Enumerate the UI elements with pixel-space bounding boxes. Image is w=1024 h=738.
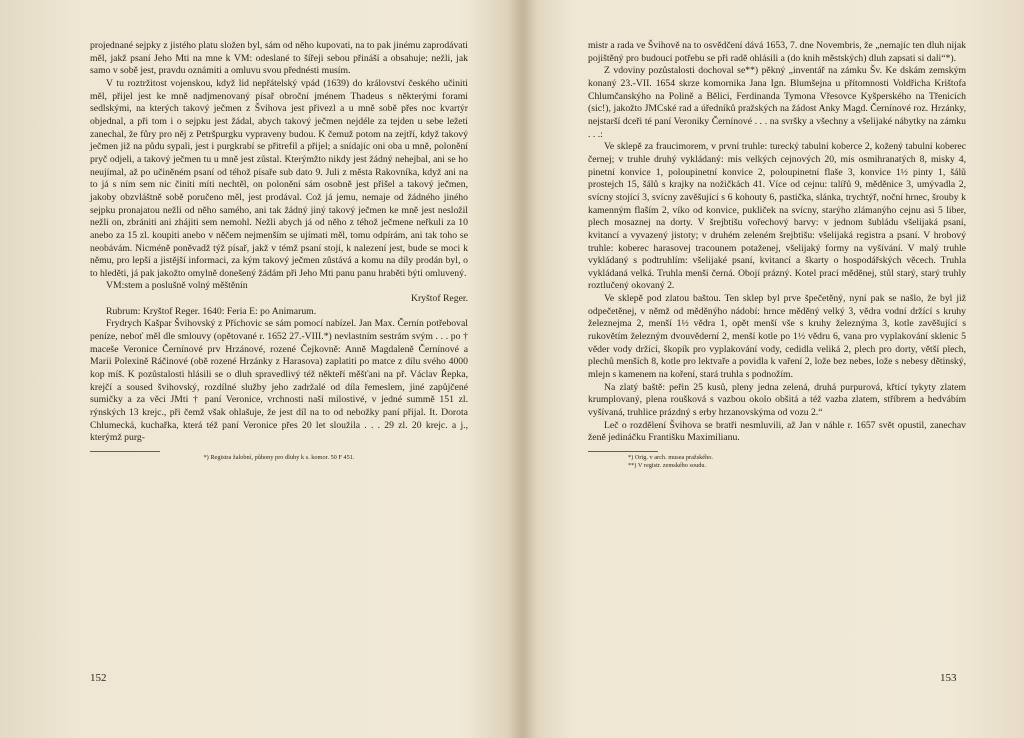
paragraph: Ve sklepě za fraucimorem, v první truhle: turecký tabulní koberce 2, kožený tabulní koberec černej; v truhle druhý vykládaný: mis velkých cejnových 20, mis osmihranatých 8, misky 4, pinetní konvice 1, poloupinetní konvice 2, poloupinetní flaše 3, konvice 1½ pinty 1, šálů prostejch 15, šálů s krajky na nožičkách 41. Více od cejnu: talířů 9, měděnice 3, umývadla 2, svícny stojící 3, svícny zavěšující s 6 kohouty 6, pastička, slánka, trychtýř, noční hrnec, šrouby k kamenným flaším 2, víko od konvice, pukliček na svícny, starýho zlámanýho cejnu asi 5 liber, plech mosaznej na dorty. V šrejbtišu vořechový barvy: v jednom šubládu všelijaká psaní, kvitancí a vyvazený jistoty; v druhém zeleném šrejbtišu: všelijaká registra a psaní. V hrobový truhle: koberec harasovej tracounem potaženej, všelijaký formy na vyšívání. V malý truhle vykládaný s podtruhlím: všelijaké psaní, kvitancí a škarty o hospodářských věcech. Truhla vykládaná velká. Truhla menší černá. Obojí prázný. Kotel prací měděnej, stůl starý, starý truhly roztlučený okovaný 2. bbox=[588, 141, 966, 292]
right-page-text bbox=[588, 40, 966, 445]
footnote-rule bbox=[588, 451, 658, 452]
footnote: **) V registr. zemského soudu. bbox=[628, 461, 707, 469]
paragraph: Z vdoviny pozůstalosti dochoval se**) pěkný „inventář na zámku Šv. Ke dskám zemským konaný 23.-VII. 1654 skrze komornika Jana Ign. Blumšejna u přítomnosti Voldřicha Krištofa Chlumčanskýho na Polině a Bělici, Ferdinanda Tymona Vřesovce Kyšperského na Třenicích (sic!), jakožto JMCské rad a úředníků pražských na žádost Anky Magd. Černínové roz. Hrzánky, nejstarší dceři té paní Veroniky Černínové . . . na svršky a všechny a všelijaké nábytky na zámku . . .: bbox=[588, 65, 966, 140]
footnote-rule bbox=[90, 451, 160, 452]
paragraph: Rubrum: Kryštof Reger. 1640: Feria E: po Animarum. bbox=[106, 305, 317, 317]
paragraph: Na zlatý baště: peřin 25 kusů, pleny jedna zelená, druhá purpurová, křtící tykyty zlatem krumplovaný, plena roušková s vazbou okolo obšitá a též vazba zlatem, stříbrem a hedvábím vyšívaná, truhlice prázdný s erby hrzanovskýma od vozu 2.“ bbox=[588, 381, 966, 419]
page-number-right: 153 bbox=[940, 672, 957, 684]
paragraph: V tu roztržitost vojenskou, když lid nepřátelský vpád (1639) do království českého učiniti měl, přijel jest ke mně nadjmenovaný písař obroční jménem Thadeus s některými forami sedlskými, na kterých takový ječmen z Švihova jest přivezl a u mně sobě přes noc kvartýr objednal, a při tom i o sejpku jest žádal, abych takový ječmen nejdéle za tejden u sebe ležeti zanechal, že fůry pro něj z Petršpurgku vypraveny budou. K čemuž potom na zejtří, když takový ječmen již na půdu sypali, jest i purgkrabí se přitrefil a přijel; a snídajíc oni oba u mně, polonění pryč odjeli, a takový ječmen tu u mně jest zůstal. Kterýmžto nikdy jest žádný nehejbal, ani se ho neujímal, až po učiněném psaní od téhož písaře sub dato 9. Juli z města Rakovníka, když ani na to já s ním sem nic činiti míti nechtěl, on polonění sám osobně jest přišel a takový ječmen, jakoby obzvláštně sobě poručeno měl, jest prodával. Což já jemu, nemaje od žádného jiného sejpku pronajatou nežli od něho samého, ani tak žádný jiný takový ječmen ke mně jest nesložil nežli on, zbrániti ani zhájiti sem nemohl. Nežli abych já od něho z téhož ječmene neřkuli za 10 anebo za 15 zl. koupiti anebo v něčem nejmenším se ujímati měl, tomu odpírám, ani tak toho se neobávám. Nicméně poněvadž týž písař, jakž v témž psaní stojí, k nalezení jest, bude se moci k němu, pro lepší a jistější informaci, za kým takový ječmen zůstává a komu na díly prodán byl, o to hleděti, já pak jakožto omylně donešený žádám při Jeho Mti panu panu hraběti býti omluvený. bbox=[90, 77, 468, 279]
paragraph: projednané sejpky z jistého platu složen byl, sám od něho kupovati, na to pak jinému zaprodávati měl, jakž psaní Jeho Mti na mne k VM: odeslané to šířeji sebou přináší a obsahuje; nežli, jak samo v sobě jest, pravdu oznámiti a omluvu svou přednésti musím. bbox=[90, 40, 468, 77]
footnote: *) Registra žalobní, půhony pro dluhy k s. komor. 50 F 451. bbox=[203, 454, 355, 461]
paragraph: mistr a rada ve Švihově na to osvědčení dává 1653, 7. dne Novembris, že „nemajíc ten dluh nijak pojištěný pro budoucí potřebu se při radě ohlásili a (do knih městských) dluh zapsati si dali“*). bbox=[588, 40, 966, 64]
footnote: *) Orig. v arch. musea pražského. bbox=[628, 454, 713, 461]
paragraph: Ve sklepě pod zlatou baštou. Ten sklep byl prve špečetěný, nyní pak se našlo, že byl již odpečetěnej, v němž od měděnýho nádobí: hrnce měděný velký 3, vědra vodní držící s kruhy železnejma 2, menší 1½ vědra 1, opět menší vše s kruhy železnýma 3, kotle zavěšující s rukovětím železným dvouvěderní 2, menší kotle po 1½ vědru 6, vana pro vyplakování sklenic 5 věder vody držící, škopík pro vyplakování vody, cedidla veliká 2, plech pro dorty, větší plech, plechů menších 8, kotle pro lektvaře a povidla k vaření 2, lože bez nebes, lože s nebesy dětinský, mlejn s kamenem na koření, stará truhla s podnožím. bbox=[588, 293, 966, 381]
signature: Kryštof Reger. bbox=[410, 293, 468, 305]
left-page bbox=[90, 40, 468, 462]
left-page-text bbox=[90, 40, 468, 445]
paragraph: Frydrych Kašpar Švihovský z Příchovic se sám pomocí nabízel. Jan Max. Černín potřeboval peníze, neboť měl dle smlouvy (opětované r. 1652 27.-VIII.*) nevlastním sestrám svým . . . po † maceše Veronice Černínové prv Hrzánové, rozené Čejkovně: Anně Magdaleně Černínové a Marii Polexině Ráčinové (obě rozené Hrzánky z Harasova) zaplatiti po matce z dílu svého 4000 kop míš. K pozůstalosti hlásili se o dluh spravedlivý též někteří měšťani na př. Václav Řepka, krejčí a soused švihovský, rozdílné služby jeho zadržalé od díla řemeslem, jiné zapůjčené sumičky a za věci JMti † paní Veronice, vrchnosti naší milostivé, v jedné summě 151 zl. rýnských 13 krejc., při čemž však ohlašuje, že jest díl na to od nebožky paní přijal. It. Dorota Chlumecká, kuchařka, která též paní Veronice přes 20 let sloužila . . . 29 zl. 20 krejc. a j., kterýmž purg- bbox=[90, 318, 468, 444]
page-number-left: 152 bbox=[90, 672, 107, 684]
closing-line: VM:stem a poslušně volný měštěnín bbox=[106, 280, 248, 292]
paragraph: Leč o rozdělení Švihova se bratři nesmluvili, až Jan v náhle r. 1657 svět opustil, zanechav ženě jedináčku Františku Maximilianu. bbox=[588, 419, 966, 444]
right-page bbox=[588, 40, 966, 469]
book-gutter bbox=[508, 0, 538, 738]
